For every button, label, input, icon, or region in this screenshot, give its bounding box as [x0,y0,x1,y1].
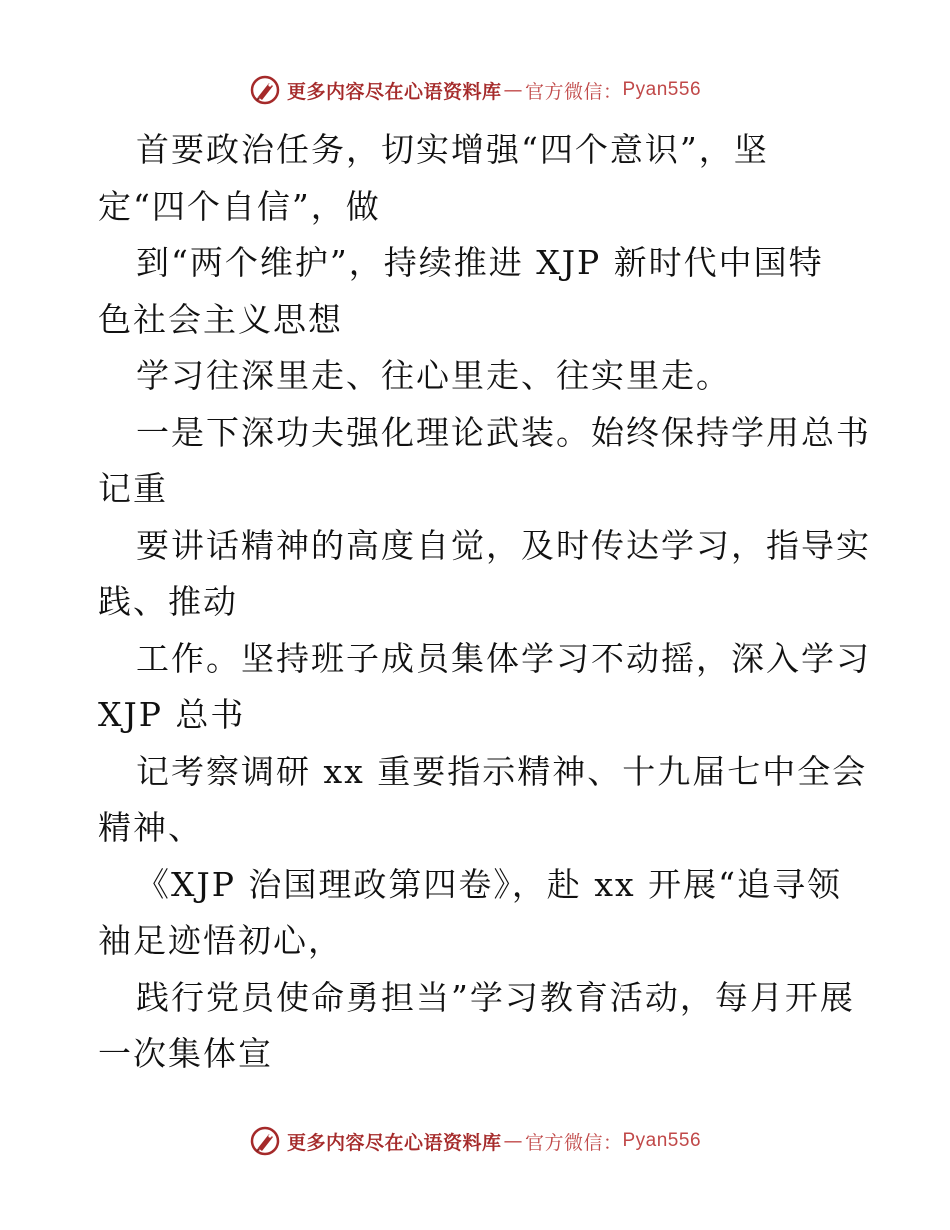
text-line: 践、推动 [98,582,238,621]
text-line: 学习往深里走、往心里走、往实里走。 [136,356,731,395]
text-line: 《XJP 治国理政第四卷》，赴 xx 开展“追寻领 [136,864,842,904]
footer-watermark-banner [0,1121,950,1161]
text-line: 记重 [98,469,168,508]
banner-dash: — [503,79,523,101]
banner-dash: — [503,1130,523,1152]
text-line: 践行党员使命勇担当”学习教育活动，每月开展 [136,977,855,1017]
banner-site-text: 更多内容尽在心语资料库 [286,80,502,103]
text-line: 到“两个维护”，持续推进 XJP 新时代中国特 [136,243,824,282]
text-line: 精神、 [98,808,203,847]
pen-nib-logo-icon [249,74,281,106]
banner-wechat-handle: Pyan556 [622,1130,702,1151]
text-line: 工作。坚持班子成员集体学习不动摇，深入学习 [136,638,871,678]
pen-nib-logo-icon [249,1125,281,1157]
text-line: 一次集体宣 [98,1034,273,1073]
banner-wechat-label: 官方微信： [524,80,623,103]
text-line: 色社会主义思想 [98,299,343,339]
banner-wechat-label: 官方微信： [524,1131,623,1154]
text-line: 要讲话精神的高度自觉，及时传达学习，指导实 [136,525,871,565]
banner-wechat-handle: Pyan556 [622,79,702,100]
banner-site-text: 更多内容尽在心语资料库 [286,1131,502,1154]
text-line: 定“四个自信”，做 [98,186,381,226]
text-line: 一是下深功夫强化理论武装。始终保持学用总书 [136,412,871,452]
header-watermark-banner [0,70,950,110]
text-line: XJP 总书 [98,695,246,734]
text-line: 首要政治任务，切实增强“四个意识”，坚 [136,130,769,169]
document-body [98,122,871,1083]
text-line: 袖足迹悟初心， [98,921,343,960]
text-line: 记考察调研 xx 重要指示精神、十九届七中全会 [136,751,868,791]
